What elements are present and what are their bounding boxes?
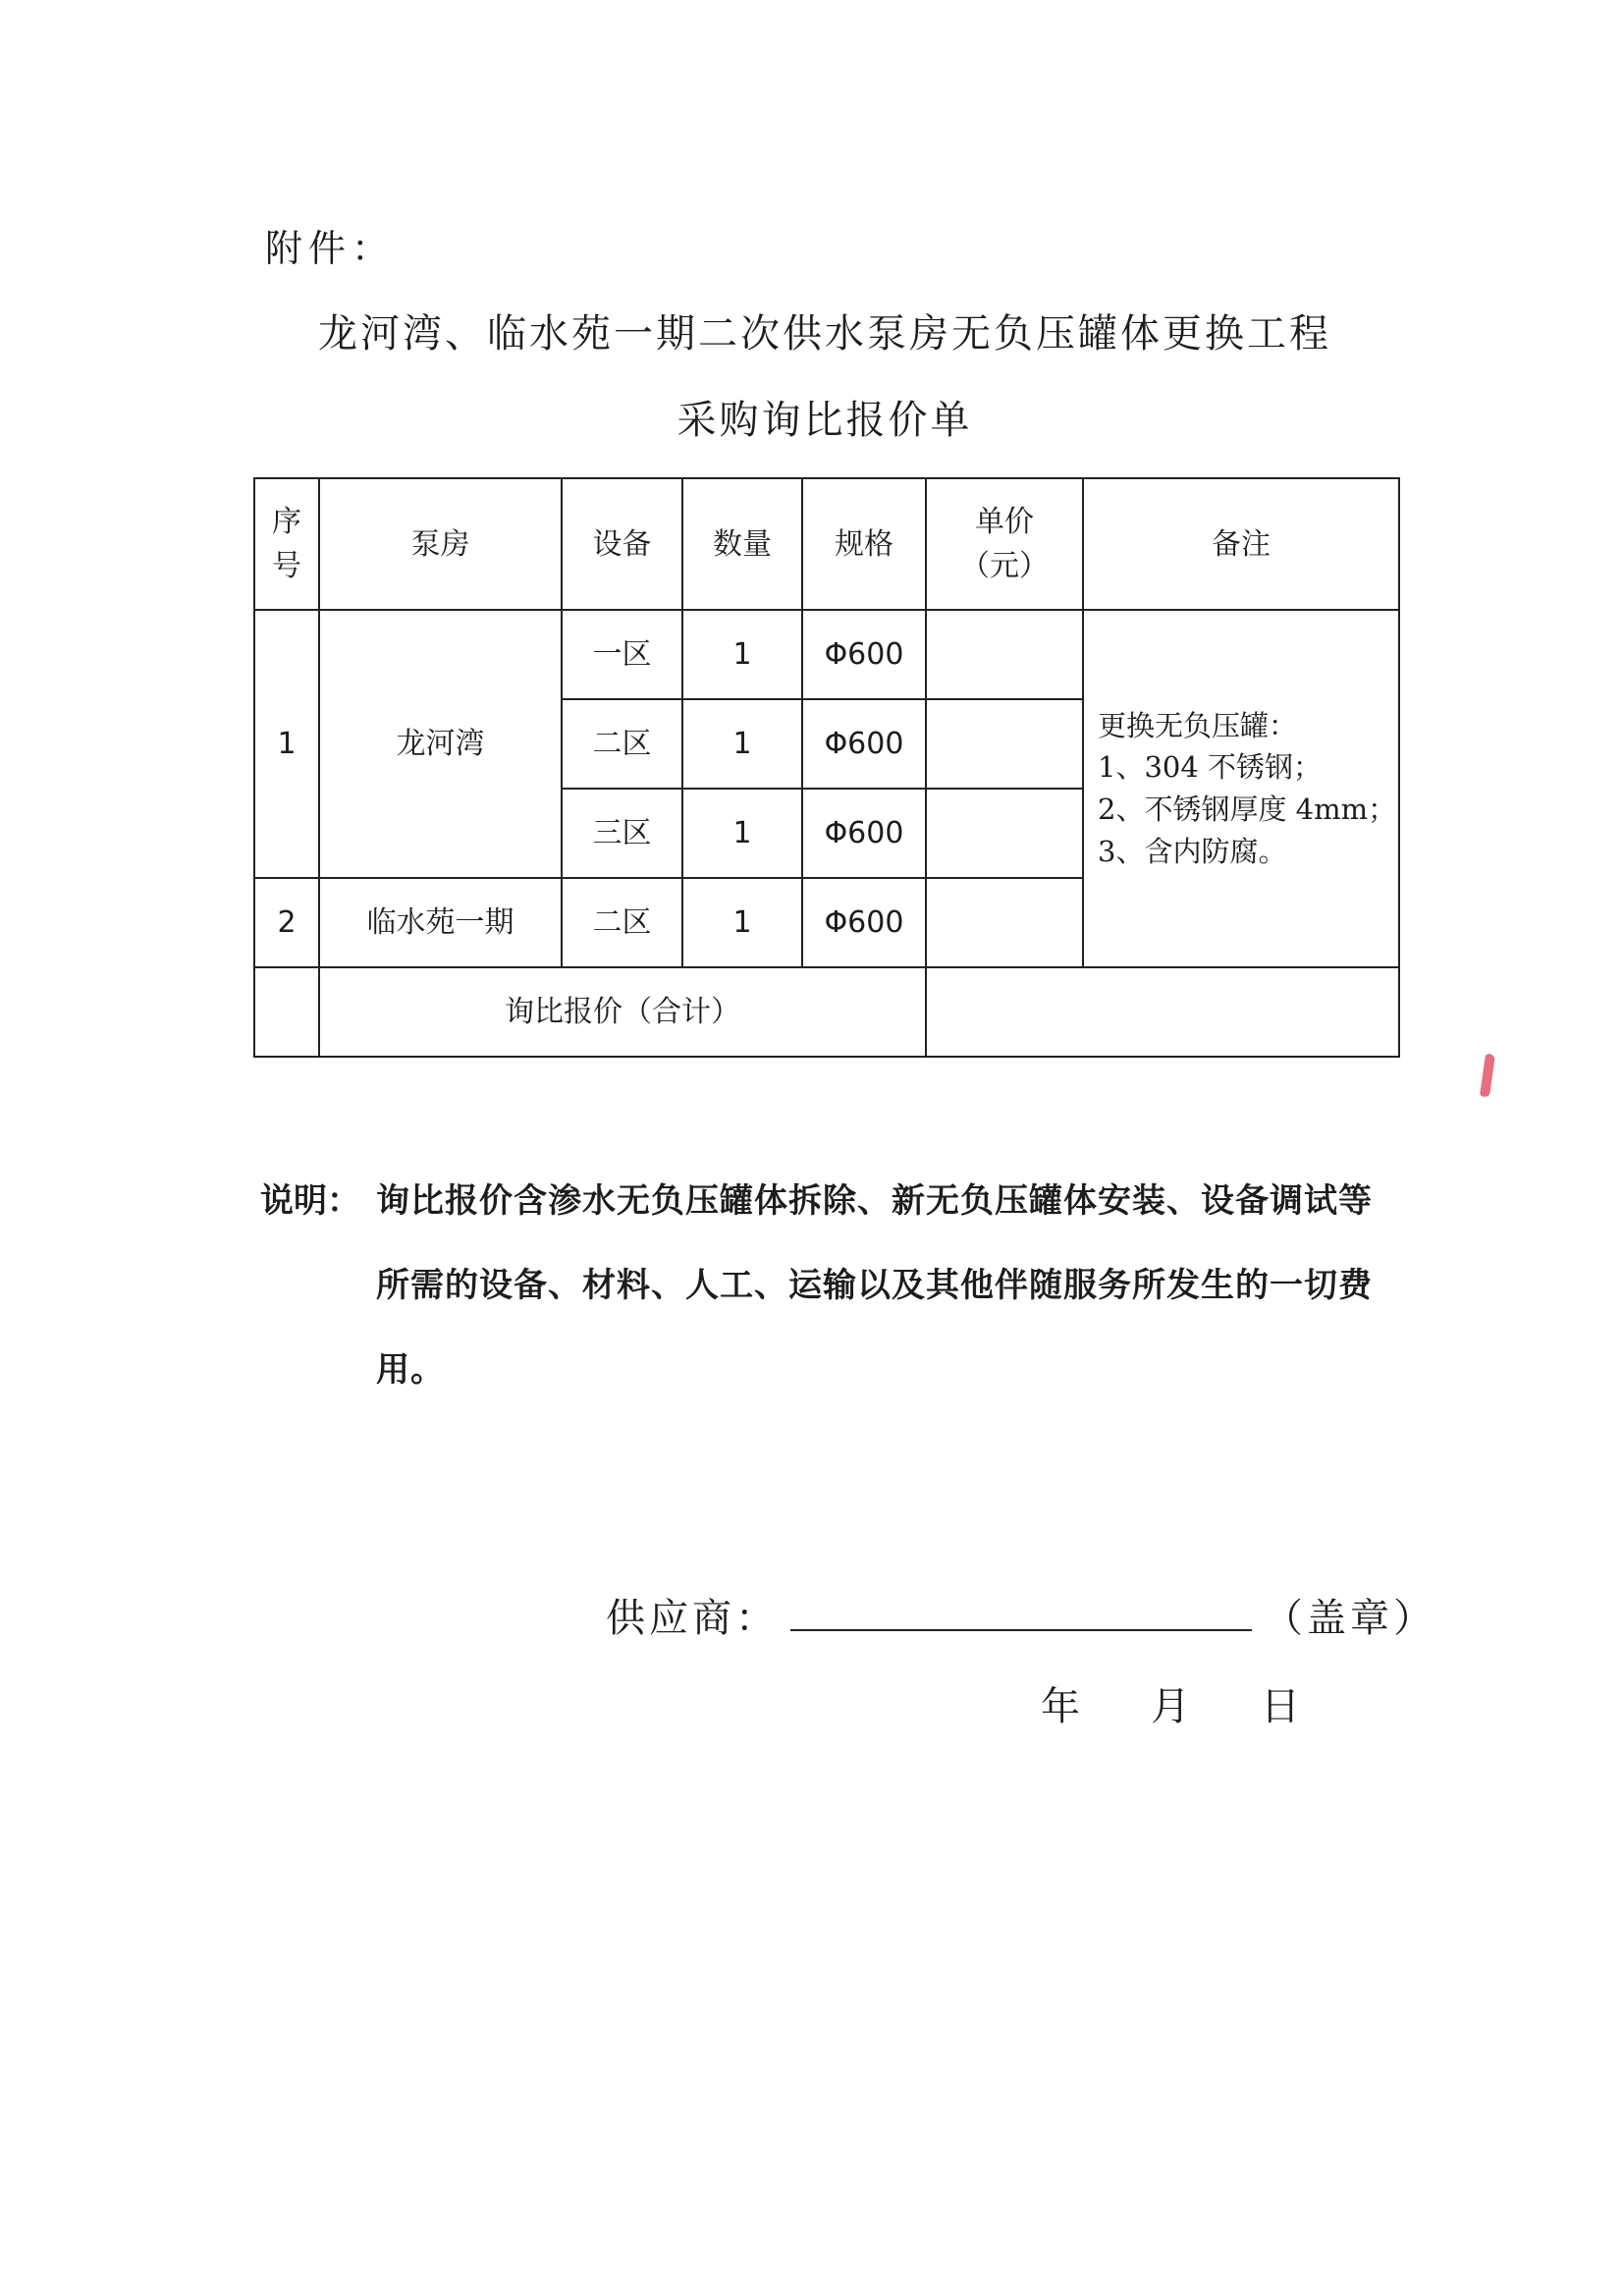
document-subtitle: 采购询比报价单 xyxy=(676,398,973,443)
remarks-line: 1、304 不锈钢； xyxy=(1098,750,1323,785)
header-quantity: 数量 xyxy=(682,478,802,610)
equipment-cell: 二区 xyxy=(562,699,682,789)
remarks-cell xyxy=(1083,610,1399,967)
supplier-label: 供应商： xyxy=(606,1596,779,1641)
day-label: 日 xyxy=(1261,1684,1300,1729)
seal-label: （盖章） xyxy=(1264,1596,1436,1641)
note-text: 询比报价含渗水无负压罐体拆除、新无负压罐体安装、设备调试等所需的设备、材料、人工、运输以及其他伴随服务所发生的一切费用。 xyxy=(376,1181,1373,1390)
spec-cell: Φ600 xyxy=(802,878,926,967)
pump-room-cell: 龙河湾 xyxy=(319,610,562,878)
spec-cell: Φ600 xyxy=(802,699,926,789)
table-header-row xyxy=(254,478,1399,610)
year-label: 年 xyxy=(1041,1684,1080,1729)
quotation-table xyxy=(253,477,1400,1058)
month-label: 月 xyxy=(1151,1684,1190,1729)
header-seq xyxy=(254,478,319,610)
header-unit-price xyxy=(926,478,1083,610)
red-ink-mark xyxy=(1480,1054,1495,1098)
unit-price-cell[interactable] xyxy=(926,610,1083,699)
seq-cell: 2 xyxy=(254,878,319,967)
remarks-line: 更换无负压罐： xyxy=(1098,708,1298,742)
attachment-label: 附件： xyxy=(265,227,396,270)
equipment-cell: 二区 xyxy=(562,878,682,967)
total-value-cell[interactable] xyxy=(926,967,1399,1057)
remarks-line: 3、含内防腐。 xyxy=(1098,834,1287,868)
equipment-cell: 三区 xyxy=(562,789,682,878)
table-row xyxy=(254,610,1399,699)
supplier-signature xyxy=(606,1587,1436,1643)
header-remarks: 备注 xyxy=(1083,478,1399,610)
header-seq-line2: 号 xyxy=(272,549,301,583)
note-label: 说明： xyxy=(260,1181,360,1221)
unit-price-cell[interactable] xyxy=(926,699,1083,789)
total-seq-cell xyxy=(254,967,319,1057)
supplier-signature-line[interactable] xyxy=(790,1590,1252,1631)
quantity-cell: 1 xyxy=(682,610,802,699)
quantity-cell: 1 xyxy=(682,699,802,789)
document-title: 龙河湾、临水苑一期二次供水泵房无负压罐体更换工程 xyxy=(318,311,1331,356)
quantity-cell: 1 xyxy=(682,789,802,878)
header-seq-line1: 序 xyxy=(272,505,301,539)
header-equipment: 设备 xyxy=(562,478,682,610)
header-unit-price-line2: （元） xyxy=(960,549,1049,583)
total-row xyxy=(254,967,1399,1057)
spec-cell: Φ600 xyxy=(802,610,926,699)
date-line xyxy=(1041,1675,1300,1731)
spec-cell: Φ600 xyxy=(802,789,926,878)
unit-price-cell[interactable] xyxy=(926,878,1083,967)
header-pump-room: 泵房 xyxy=(319,478,562,610)
quantity-cell: 1 xyxy=(682,878,802,967)
remarks-line: 2、不锈钢厚度 4mm； xyxy=(1098,793,1397,826)
header-unit-price-line1: 单价 xyxy=(975,505,1034,539)
unit-price-cell[interactable] xyxy=(926,789,1083,878)
pump-room-cell: 临水苑一期 xyxy=(319,878,562,967)
header-spec: 规格 xyxy=(802,478,926,610)
equipment-cell: 一区 xyxy=(562,610,682,699)
seq-cell: 1 xyxy=(254,610,319,878)
total-label: 询比报价（合计） xyxy=(319,967,926,1057)
